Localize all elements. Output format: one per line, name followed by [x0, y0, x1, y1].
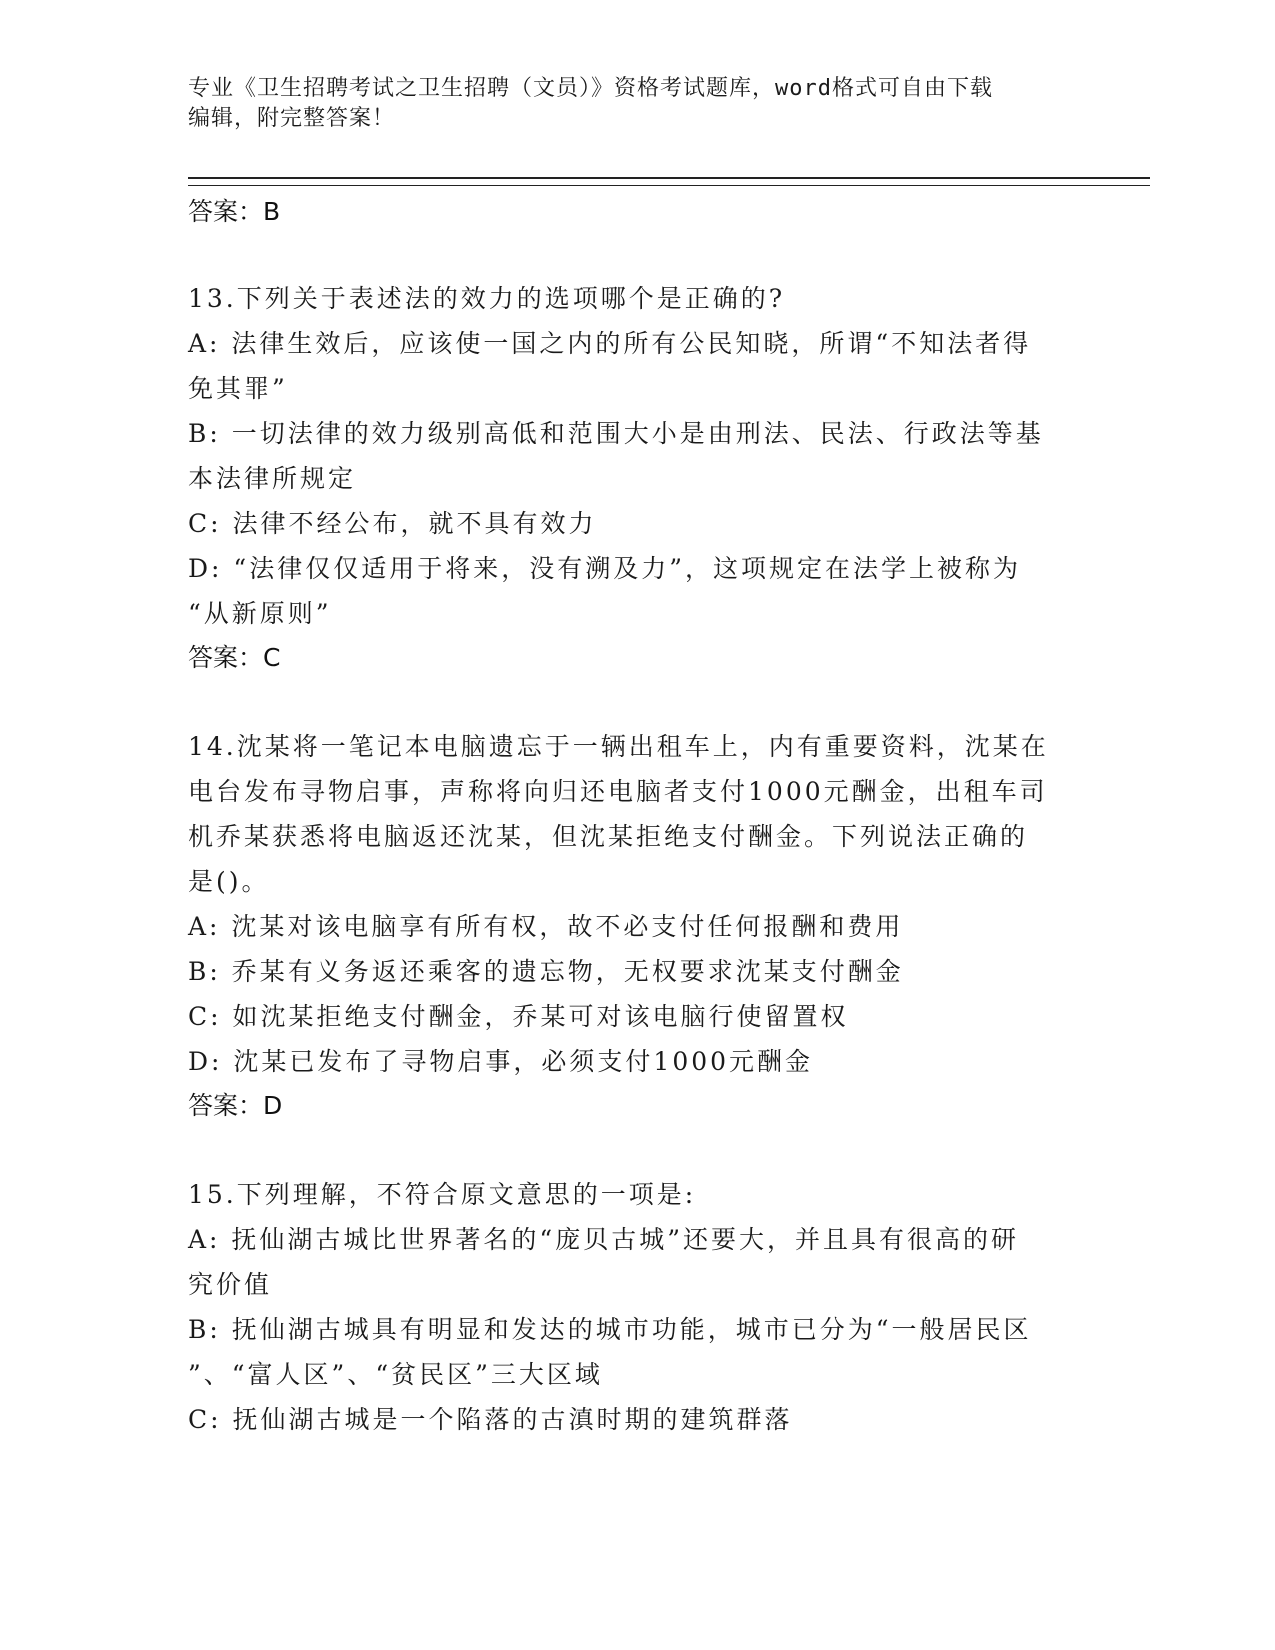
question-14: [188, 724, 1088, 1128]
option-b: B: 一切法律的效力级别高低和范围大小是由刑法、民法、行政法等基: [188, 419, 1044, 448]
question-stem-continued: 电台发布寻物启事，声称将向归还电脑者支付1000元酬金，出租车司: [188, 777, 1048, 806]
question-13: [188, 276, 1088, 680]
option-b-continued: ”、“富人区”、“贫民区”三大区域: [188, 1360, 603, 1389]
header-line: 编辑，附完整答案！: [188, 106, 396, 131]
option-a-continued: 究价值: [188, 1270, 273, 1299]
question-stem: 15.下列理解，不符合原文意思的一项是:: [188, 1180, 697, 1209]
answer-line: 答案：B: [188, 197, 281, 226]
option-b: B: 乔某有义务返还乘客的遗忘物，无权要求沈某支付酬金: [188, 957, 904, 986]
option-c: C: 抚仙湖古城是一个陷落的古滇时期的建筑群落: [188, 1405, 793, 1434]
option-c: C: 如沈某拒绝支付酬金，乔某可对该电脑行使留置权: [188, 1002, 849, 1031]
answer-line: 答案：D: [188, 1091, 283, 1120]
option-b-continued: 本法律所规定: [188, 464, 357, 493]
option-a: A: 法律生效后，应该使一国之内的所有公民知晓，所谓“不知法者得: [188, 329, 1032, 358]
answer-line: 答案：C: [188, 643, 281, 672]
option-a-continued: 免其罪”: [188, 374, 288, 403]
option-a: A: 抚仙湖古城比世界著名的“庞贝古城”还要大，并且具有很高的研: [188, 1225, 1019, 1254]
option-d: D: “法律仅仅适用于将来，没有溯及力”，这项规定在法学上被称为: [188, 554, 1021, 583]
question-stem: 14.沈某将一笔记本电脑遗忘于一辆出租车上，内有重要资料，沈某在: [188, 732, 1049, 761]
question-list: [188, 190, 1088, 1442]
question-stem-continued: 是()。: [188, 867, 270, 896]
option-d: D: 沈某已发布了寻物启事，必须支付1000元酬金: [188, 1047, 814, 1076]
option-c: C: 法律不经公布，就不具有效力: [188, 509, 597, 538]
header-line: 专业《卫生招聘考试之卫生招聘（文员）》资格考试题库，word格式可自由下载: [188, 76, 993, 101]
question-15: [188, 1172, 1088, 1442]
question-stem-continued: 机乔某获悉将电脑返还沈某，但沈某拒绝支付酬金。下列说法正确的: [188, 822, 1029, 851]
option-b: B: 抚仙湖古城具有明显和发达的城市功能，城市已分为“一般居民区: [188, 1315, 1032, 1344]
option-d-continued: “从新原则”: [188, 599, 332, 628]
header-divider: [188, 177, 1150, 186]
question-stem: 13.下列关于表述法的效力的选项哪个是正确的?: [188, 284, 786, 313]
option-a: A: 沈某对该电脑享有所有权，故不必支付任何报酬和费用: [188, 912, 904, 941]
page-header: [188, 74, 1088, 134]
